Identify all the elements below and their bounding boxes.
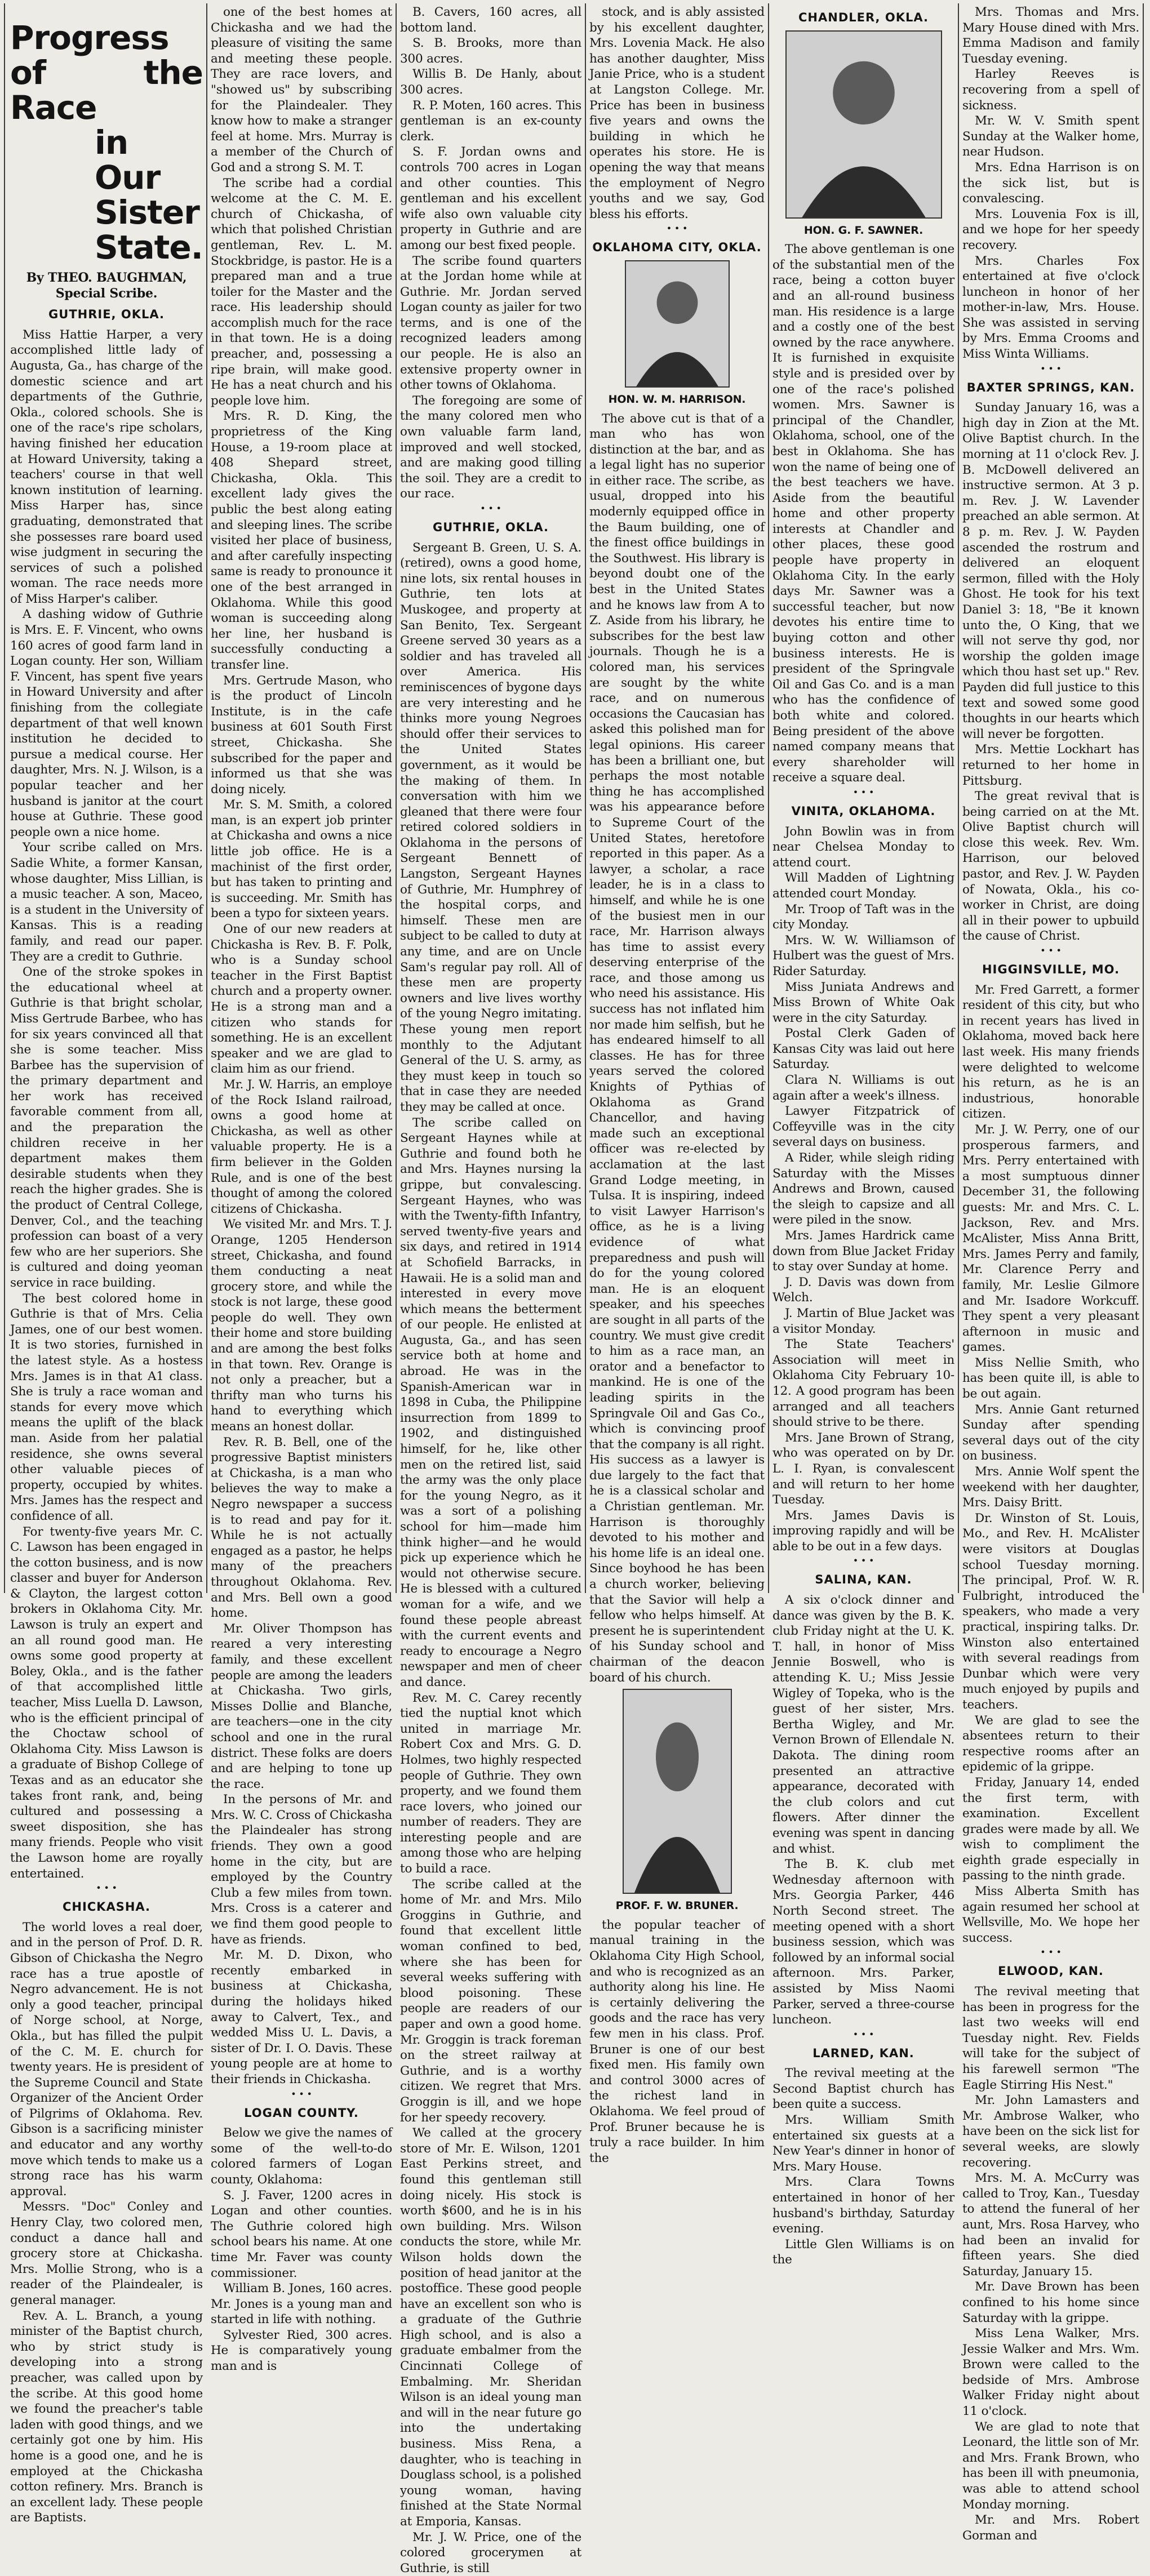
paragraph: The world loves a real doer, and in the person of Prof. D. R. Gibson of Chickasha the Negro race has a true apostle of Negro advancement. He is not only a good teacher, principal of Norge school, at Norge, Okla., but has filled the pulpit of the C. M. E. church for twenty years. He is president of the Supreme Council and State Organizer of the Ancient Order of Pilgrims of Oklahoma. Rev. Gibson is a sacrificing minister and educator and any worthy move which tends to make us a strong race has his warm approval. [10,1920,203,2199]
section-separator: • • • [1040,363,1062,374]
section-dateline: HIGGINSVILLE, MO. [982,963,1120,977]
paragraph: R. P. Moten, 160 acres. This gentleman is an ex-county clerk. [400,98,581,144]
paragraph: Mrs. Mettie Lockhart has returned to her home in Pittsburg. [962,742,1139,788]
column-1 [10,5,203,2525]
column-rule [585,3,586,1593]
section-dateline: VINITA, OKLAHOMA. [791,804,936,818]
column-rule [768,3,769,1593]
section-separator: • • • [1040,945,1062,956]
paragraph: Mrs. Jane Brown of Strang, who was operated on by Dr. L. I. Ryan, is convalescent and will return to her home Tuesday. [772,1430,954,1507]
section-separator: • • • [291,2088,312,2099]
paragraph: Mr. S. M. Smith, a colored man, is an expert job printer at Chickasha and owns a nice little job office. He is a machinist of the first order, but has taken to printing and is succeeding. Mr. Smith has been a typo for sixteen years. [211,798,392,921]
headline-line-1: Progress of the Race [10,19,203,127]
column-3 [400,5,581,2575]
paragraph: The best colored home in Guthrie is that of Mrs. Celia James, one of our best women. It is two stories, furnished in the latest style. As a hostess Mrs. James is in that A1 class. She is truly a race woman and stands for every move which means the uplift of the black man. Aside from her palatial residence, she owns several other valuable pieces of property, occupied by whites. Mrs. James has the respect and confidence of all. [10,1291,203,1523]
headline [10,20,203,265]
section-separator: • • • [1040,1947,1062,1958]
paragraph: The scribe had a cordial welcome at the C. M. E. church of Chickasha, of which that polished Christian gentleman, Rev. L. M. Stockbridge, is pastor. He is a prepared man and a true toiler for the Master and the race. His leadership should accomplish much for the race in that town. He is a doing preacher, and, possessing a ripe brain, will make good. He has a neat church and his people love him. [211,176,392,408]
paragraph: Mrs. James Hardrick came down from Blue Jacket Friday to stay over Sunday at home. [772,1229,954,1274]
section-dateline: SALINA, KAN. [815,1573,912,1587]
paragraph: We called at the grocery store of Mr. E. Wilson, 1201 East Perkins street, and found this gentleman still doing nicely. His stock is worth $600, and he is in his own building. Mrs. Wilson conducts the store, while Mr. Wilson holds down the position of head janitor at the postoffice. These good people have an excellent son who is a graduate of the Guthrie High school, and is also a graduate embalmer from the Cincinnati College of Embalming. Mr. Sheridan Wilson is an ideal young man and will in the near future go into the undertaking business. Miss Rena, a daughter, who is teaching in Douglass school, is a polished young woman, having finished at the State Normal at Emporia, Kansas. [400,2126,581,2529]
paragraph: We visited Mr. and Mrs. T. J. Orange, 1205 Henderson street, Chickasha, and found them conducting a neat grocery store, and while the stock is not large, these good people do well. They own their home and store building and are among the best folks in that town. Rev. Orange is not only a preacher, but a thrifty man who turns his hand to everything which means an honest dollar. [211,1217,392,1434]
section-separator: • • • [666,223,688,234]
portrait-caption: HON. G. F. SAWNER. [803,224,923,237]
paragraph: The scribe called on Sergeant Haynes while at Guthrie and found both he and Mrs. Haynes nursing la grippe, but convalescing. Sergeant Haynes, who was with the Twenty-fifth Infantry, served twenty-five years and six days, and retired in 1914 at Schofield Barracks, in Hawaii. He is a solid man and interested in every move which means the betterment of our people. He enlisted at Augusta, Ga., and has seen service both at home and abroad. He was in the Spanish-American war in 1898 in Cuba, the Philippine insurrection from 1899 to 1902, and distinguished himself, for he, like other men on the retired list, said the army was the only place for the young Negro, as it was a sort of a polishing school for him—made him think higher—and he would pick up experience which he would not otherwise secure. He is blessed with a cultured woman for a wife, and we found these people abreast with the current events and ready to encourage a Negro newspaper and men of cheer and dance. [400,1115,581,1689]
paragraph: Postal Clerk Gaden of Kansas City was laid out here Saturday. [772,1026,954,1072]
column-rule [4,3,5,1593]
paragraph: Sunday January 16, was a high day in Zion at the Mt. Olive Baptist church. In the morning at 11 o'clock Rev. J. B. McDowell delivered an instructive sermon. At 3 p. m. Rev. J. W. Lavender preached an able sermon. At 8 p. m. Rev. J. W. Payden ascended the rostrum and delivered an eloquent sermon, filled with the Holy Ghost. He took for his text Daniel 3: 18, "Be it known unto the, O King, that we will not serve thy god, nor worship the golden image which thou hast set up." Rev. Payden did full justice to this text and sowed some good thoughts in our hearts which will never be forgotten. [962,401,1139,741]
paragraph: Mrs. Louvenia Fox is ill, and we hope for her speedy recovery. [962,207,1139,252]
section-dateline: CHICKASHA. [62,1900,151,1914]
paragraph: the popular teacher of manual training in the Oklahoma City High School, and who is recognized as an authority along his line. He is certainly delivering the goods and the race has very few men in his class. Prof. Bruner is one of our best fixed men. His family own and control 3000 acres of the richest land in Oklahoma. We feel proud of Prof. Bruner because he is truly a race builder. In him the [589,1917,765,2165]
section-dateline: LARNED, KAN. [812,2046,914,2060]
byline: By THEO. BAUGHMAN, Special Scribe. [26,270,187,301]
paragraph: Mr. Oliver Thompson has reared a very interesting family, and these excellent people are among the leaders at Chickasha. Two girls, Misses Dollie and Blanche, are teachers—one in the city school and one in the rural district. These folks are doers and are helping to tone up the race. [211,1621,392,1791]
paragraph: Mr. Dave Brown has been confined to his home since Saturday with la grippe. [962,2280,1139,2325]
column-rule [396,3,397,1593]
section-separator: • • • [480,503,501,514]
section-dateline: BAXTER SPRINGS, KAN. [966,380,1135,394]
paragraph: The above cut is that of a man who has won distinction at the bar, and as a legal light has no superior in either race. The scribe, as usual, dropped into his modernly equipped office in the Baum building, one of the finest office buildings in the Southwest. His library is beyond doubt one of the best in the United States and he knows law from A to Z. Aside from his library, he subscribes for the best law journals. Though he is a colored man, his services are sought by the white race, and on numerous occasions the Caucasian has asked this polished man for legal opinions. His career has been a brilliant one, but perhaps the most notable thing he has accomplished was his appearance before to Supreme Court of the United States, heretofore reported in this paper. As a lawyer, a scholar, a race leader, he is in a class to himself, and while he is one of the busiest men in our race, Mr. Harrison always has time to assist every deserving enterprise of the race, and those among us who need his assistance. His success has not inflated him nor made him selfish, but he has endeared himself to all classes. He has for three years served the colored Knights of Pythias of Oklahoma as Grand Chancellor, and having made such an exceptional officer was re-elected by acclamation at the last Grand Lodge meeting, in Tulsa. It is inspiring, indeed to visit Lawyer Harrison's office, as he is a living evidence of what preparedness and push will do for the young colored man. He is an eloquent speaker, and his speeches are sought in all parts of the country. We must give credit to him as a race man, an orator and a benefactor to mankind. He is one of the leading spirits in the Springvale Oil and Gas Co., which is convincing proof that the company is all right. His success as a lawyer is due largely to the fact that he is a classical scholar and a Christian gentleman. Mr. Harrison is thoroughly devoted to his mother and his home life is an ideal one. Since boyhood he has been a church worker, believing that the Savior will help a fellow who helps himself. At present he is superintendent of his Sunday school and chairman of the deacon board of his church. [589,411,765,1685]
section-separator: • • • [852,786,874,798]
paragraph: A dashing widow of Guthrie is Mrs. E. F. Vincent, who owns 160 acres of good farm land in Logan county. Her son, William F. Vincent, has spent five years in Howard University and after finishing from the collegiate department of that well known institution he decided to pursue a medical course. Her daughter, Mrs. N. J. Wilson, is a popular teacher and her husband is janitor at the court house at Guthrie. These good people own a nice home. [10,607,203,839]
paragraph: The B. K. club met Wednesday afternoon with Mrs. Georgia Parker, 446 North Second street. The meeting opened with a short business session, which was followed by an informal social afternoon. Mrs. Parker, assisted by Miss Naomi Parker, served a three-course luncheon. [772,1857,954,2027]
section-dateline: ELWOOD, KAN. [998,1964,1104,1978]
paragraph: one of the best homes at Chickasha and we had the pleasure of visiting the same and meeting these people. They are race lovers, and "showed us" by subscribing for the Plaindealer. They know how to make a stranger feel at home. Mrs. Murray is a member of the Church of God and a strong S. M. T. [211,5,392,175]
paragraph: Mr. and Mrs. Robert Gorman and [962,2513,1139,2543]
paragraph: Mrs. Gertrude Mason, who is the product of Lincoln Institute, is in the cafe business at 601 South First street, Chickasha. She subscribed for the paper and informed us that she was doing nicely. [211,673,392,797]
section-dateline: CHANDLER, OKLA. [798,11,929,24]
section-dateline: GUTHRIE, OKLA. [48,308,165,322]
column-rule [958,3,959,1593]
paragraph: Mr. Troop of Taft was in the city Monday. [772,902,954,932]
portrait-bruner [623,1689,732,1894]
section-separator: • • • [96,1883,117,1894]
paragraph: Mrs. James Davis is improving rapidly and will be able to be out in a few days. [772,1508,954,1554]
paragraph: Your scribe called on Mrs. Sadie White, a former Kansan, whose daughter, Miss Lillian, is a music teacher. A son, Maceo, is a student in the University of Kansas. This is a reading family, and read our paper. They are a credit to Guthrie. [10,840,203,964]
paragraph: Below we give the names of some of the well-to-do colored farmers of Logan county, Oklahoma: [211,2126,392,2187]
paragraph: Mr. J. W. Price, one of the colored grocerymen at Guthrie, is still [400,2530,581,2575]
column-5 [772,5,954,2267]
paragraph: Miss Alberta Smith has again resumed her school at Wellsville, Mo. We hope her success. [962,1884,1139,1945]
paragraph: Willis B. De Hanly, about 300 acres. [400,67,581,97]
paragraph: Mrs. Annie Gant returned Sunday after spending several days out of the city on business. [962,1402,1139,1463]
paragraph: Mrs. Clara Towns entertained in honor of her husband's birthday, Saturday evening. [772,2175,954,2236]
paragraph: We are glad to note that Leonard, the little son of Mr. and Mrs. Frank Brown, who has been ill with pneumonia, was able to attend school Monday morning. [962,2419,1139,2512]
paragraph: stock, and is ably assisted by his excellent daughter, Mrs. Lovenia Mack. He also has another daughter, Miss Janie Price, who is a student at Langston College. Mr. Price has been in business five years and owns the building in which he operates his store. He is opening the way that means the employment of Negro youths and we say, God bless his efforts. [589,5,765,221]
paragraph: Mr. W. V. Smith spent Sunday at the Walker home, near Hudson. [962,114,1139,159]
headline-line-2: in Our Sister State. [95,123,203,266]
paragraph: Mrs. Edna Harrison is on the sick list, but is convalescing. [962,160,1139,206]
paragraph: Miss Juniata Andrews and Miss Brown of White Oak were in the city Saturday. [772,980,954,1025]
paragraph: Miss Nellie Smith, who has been quite ill, is able to be out again. [962,1355,1139,1402]
paragraph: Mr. J. W. Perry, one of our prosperous farmers, and Mrs. Perry entertained with a most sumptuous dinner December 31, the following guests: Mr. and Mrs. C. L. Jackson, Rev. and Mrs. McAlister, Miss Anna Britt, Mrs. James Perry and family, Mr. Clarence Perry and family, Mr. Leslie Gilmore and Mr. Isadore Workcuff. They spent a very pleasant afternoon in music and games. [962,1122,1139,1355]
section-dateline: OKLAHOMA CITY, OKLA. [592,241,762,255]
paragraph: In the persons of Mr. and Mrs. W. C. Cross of Chickasha the Plaindealer has strong friends. They own a good home in the city, but are employed by the Country Club a few miles from town. Mrs. Cross is a caterer and we find them good people to have as friends. [211,1792,392,1947]
paragraph: Mr. Fred Garrett, a former resident of this city, but who in recent years has lived in Oklahoma, moved back here last week. His many friends were delighted to welcome his return, as he is an industrious, honorable citizen. [962,982,1139,1122]
paragraph: Miss Lena Walker, Mrs. Jessie Walker and Mrs. Wm. Brown were called to the bedside of Mrs. Ambrose Walker Friday night about 11 o'clock. [962,2326,1139,2419]
paragraph: Mrs. Thomas and Mrs. Mary House dined with Mrs. Emma Madison and family Tuesday evening. [962,5,1139,66]
paragraph: Harley Reeves is recovering from a spell of sickness. [962,67,1139,113]
paragraph: One of our new readers at Chickasha is Rev. B. F. Polk, who is a Sunday school teacher in the First Baptist church and a property owner. He is a strong man and a citizen who stands for something. He is an excellent speaker and we are glad to claim him as our friend. [211,922,392,1076]
paragraph: The great revival that is being carried on at the Mt. Olive Baptist church will close this week. Rev. Wm. Harrison, our beloved pastor, and Rev. J. W. Payden of Nowata, Okla., his co-worker in Christ, are doing all in their power to upbuild the cause of Christ. [962,789,1139,944]
paragraph: One of the stroke spokes in the educational wheel at Guthrie is that bright scholar, Miss Gertrude Barbee, who has for six years convinced all that she is some teacher. Miss Barbee has the supervision of the primary department and her work has received favorable comment from all, and the preparation the children receive in her department makes them desirable students when they reach the higher grades. She is the product of Central College, Denver, Col., and the teaching profession can boast of a very few who are her superiors. She is cultured and doing yeoman service in race building. [10,965,203,1290]
paragraph: Mrs. Charles Fox entertained at five o'clock luncheon in honor of her mother-in-law, Mrs. House. She was assisted in serving by Mrs. Emma Crooms and Miss Winta Williams. [962,253,1139,362]
paragraph: B. Cavers, 160 acres, all bottom land. [400,5,581,35]
paragraph: Mrs. William Smith entertained six guests at a New Year's dinner in honor of Mrs. Mary House. [772,2113,954,2174]
paragraph: S. B. Brooks, more than 300 acres. [400,36,581,66]
section-dateline: GUTHRIE, OKLA. [433,520,549,534]
paragraph: Sylvester Ried, 300 acres. He is comparatively young man and is [211,2328,392,2374]
portrait-harrison [625,260,730,388]
paragraph: Mrs. Annie Wolf spent the weekend with her daughter, Mrs. Daisy Britt. [962,1465,1139,1510]
paragraph: John Bowlin was in from near Chelsea Monday to attend court. [772,824,954,870]
paragraph: Sergeant B. Green, U. S. A. (retired), owns a good home, nine lots, six rental houses in Guthrie, ten lots at Muskogee, and property at San Benito, Tex. Sergeant Greene served 30 years as a soldier and has traveled all over America. His reminiscences of bygone days are very interesting and he thinks more young Negroes should offer their services to the United States government, as it would be the making of them. In conversation with him we gleaned that there were four retired colored soldiers in Oklahoma in the persons of Sergeant Bennett of Langston, Sergeant Haynes of Guthrie, Mr. Humphrey of the hospital corps, and himself. These men are subject to be called to duty at any time, and are on Uncle Sam's regular pay roll. All of these men are property owners and live lives worthy of the young Negro imitating. These young men report monthly to the Adjutant General of the U. S. army, as they must keep in touch so that in case they are needed they may be called at once. [400,540,581,1114]
paragraph: Mrs. W. W. Williamson of Hulbert was the guest of Mrs. Rider Saturday. [772,933,954,978]
paragraph: The scribe called at the home of Mr. and Mrs. Milo Groggins in Guthrie, and found that excellent little woman confined to bed, where she has been for several weeks suffering with blood poisoning. These people are readers of our paper and own a good home. Mr. Groggin is track foreman on the street railway at Guthrie, and is a worthy citizen. We regret that Mrs. Groggin is ill, and we hope for her speedy recovery. [400,1877,581,2125]
paragraph: A six o'clock dinner and dance was given by the B. K. club Friday night at the U. K. T. hall, in honor of Miss Jennie Boswell, who is attending K. U.; Miss Jessie Wigley of Topeka, who is the guest of her sister, Mrs. Bertha Wigley, and Mr. Vernon Brown of Ellendale N. Dakota. The dining room presented an attractive appearance, decorated with the club colors and cut flowers. After dinner the evening was spent in dancing and whist. [772,1593,954,1856]
paragraph: Mrs. M. A. McCurry was called to Troy, Kan., Tuesday to attend the funeral of her aunt, Mrs. Rosa Harvey, who had been an invalid for fifteen years. She died Saturday, January 15. [962,2171,1139,2279]
paragraph: J. D. Davis was down from Welch. [772,1275,954,1305]
paragraph: Rev. A. L. Branch, a young minister of the Baptist church, who by strict study is developing into a strong preacher, was called upon by the scribe. At this good home we found the preacher's table laden with good things, and we certainly got one by him. His home is a good one, and he is employed at the Chickasha cotton refinery. Mrs. Branch is an excellent lady. These people are Baptists. [10,2308,203,2525]
paragraph: Miss Hattie Harper, a very accomplished little lady of Augusta, Ga., has charge of the domestic science and art departments of the Guthrie, Okla., colored schools. She is one of the race's ripe scholars, having finished her education at Howard University, taking a teachers' course in that well known institution of learning. Miss Harper has, since graduating, demonstrated that she possesses rare board used wise judgment in securing the services of such a polished woman. The race needs more of Miss Harper's caliber. [10,327,203,606]
column-2 [211,5,392,2374]
section-dateline: LOGAN COUNTY. [244,2106,359,2120]
paragraph: For twenty-five years Mr. C. C. Lawson has been engaged in the cotton business, and is now classer and buyer for Anderson & Clayton, the largest cotton brokers in Oklahoma City. Mr. Lawson is truly an expert and an all round good man. He owns some good property at Boley, Okla., and is the father of that accomplished little teacher, Miss Luella D. Lawson, who is the efficient principal of the Choctaw school of Oklahoma City. Miss Lawson is a graduate of Bishop College of Texas and as an educator she takes front rank, and, being cultured and possessing a sweet disposition, she has many friends. People who visit the Lawson home are royally entertained. [10,1524,203,1881]
paragraph: The above gentleman is one of the substantial men of the race, being a cotton buyer and an all-round business man. His residence is a large and a costly one of the best owned by the race anywhere. It is furnished in exquisite style and is presided over by one of the race's polished women. Mrs. Sawner is principal of the Chandler, Oklahoma, school, one of the best in Oklahoma. She has won the name of being one of the best teachers we have. Aside from the beautiful home and other property interests at Chandler and other places, these good people have property in Oklahoma City. In the early days Mr. Sawner was a successful teacher, but now devotes his entire time to buying cotton and other business interests. He is president of the Springvale Oil and Gas Co. and is a man who has the confidence of both white and colored. Being president of the above named company means that every shareholder will receive a square deal. [772,242,954,785]
paragraph: Mr. John Lamasters and Mr. Ambrose Walker, who have been on the sick list for several weeks, are slowly recovering. [962,2093,1139,2170]
paragraph: The State Teachers' Association will meet in Oklahoma City February 10-12. A good program has been arranged and all teachers should strive to be there. [772,1337,954,1430]
paragraph: The revival meeting that has been in progress for the last two weeks will end Tuesday night. Rev. Fields will take for the subject of his farewell sermon "The Eagle Stirring His Nest." [962,1985,1139,2092]
paragraph: We are glad to see the absentees return to their respective rooms after an epidemic of la grippe. [962,1713,1139,1774]
paragraph: S. F. Jordan owns and controls 700 acres in Logan and other counties. This gentleman and his excellent wife also own valuable city property in Guthrie and are among our best fixed people. [400,145,581,252]
paragraph: S. J. Faver, 1200 acres in Logan and other counties. The Guthrie colored high school bears his name. At one time Mr. Faver was county commissioner. [211,2188,392,2280]
paragraph: Messrs. "Doc" Conley and Henry Clay, two colored men, conduct a dance hall and grocery store at Chickasha. Mrs. Mollie Strong, who is a reader of the Plaindealer, is general manager. [10,2200,203,2307]
paragraph: Friday, January 14, ended the first term, with examination. Excellent grades were made by all. We wish to compliment the eighth grade especially in passing to the ninth grade. [962,1775,1139,1883]
paragraph: Mr. M. D. Dixon, who recently embarked in business at Chickasha, during the holidays hiked away to Calvert, Tex., and wedded Miss U. L. Davis, a sister of Dr. I. O. Davis. These young people are at home to their friends in Chickasha. [211,1948,392,2086]
portrait-caption: PROF. F. W. BRUNER. [615,1899,739,1912]
paragraph: Dr. Winston of St. Louis, Mo., and Rev. H. McAlister were visitors at Douglas school Tuesday morning. The principal, Prof. W. R. Fulbright, introduced the speakers, who made a very practical, inspiring talks. Dr. Winston also entertained with several readings from Dunbar which were very much enjoyed by pupils and teachers. [962,1511,1139,1712]
column-4 [589,5,765,2165]
section-separator: • • • [852,1555,874,1567]
section-separator: • • • [852,2028,874,2040]
paragraph: William B. Jones, 160 acres. Mr. Jones is a young man and started in life with nothing. [211,2281,392,2327]
paragraph: Lawyer Fitzpatrick of Coffeyville was in the city several days on business. [772,1104,954,1150]
column-rule [1143,3,1144,1593]
paragraph: A Rider, while sleigh riding Saturday with the Misses Andrews and Brown, caused the sleigh to capsize and all were piled in the snow. [772,1151,954,1227]
paragraph: Rev. M. C. Carey recently tied the nuptial knot which united in marriage Mr. Robert Cox and Mrs. G. D. Holmes, two highly respected people of Guthrie. They own property, and we found them race lovers, who joined our number of readers. They are interesting people and are among those who are helping to build a race. [400,1690,581,1876]
paragraph: Mrs. R. D. King, the proprietress of the King House, a 19-room place at 408 Shepard street, Chickasha, Okla. This excellent lady gives the public the best along eating and sleeping lines. The scribe visited her place of business, and after carefully inspecting same is ready to pronounce it one of the best arranged in Oklahoma. While this good woman is succeeding along her line, her husband is successfully conducting a transfer line. [211,409,392,672]
column-6 [962,5,1139,2543]
portrait-caption: HON. W. M. HARRISON. [608,393,746,406]
paragraph: Clara N. Williams is out again after a week's illness. [772,1073,954,1103]
paragraph: The scribe found quarters at the Jordan home while at Guthrie. Mr. Jordan served Logan county as jailer for two terms, and is one of the recognized leaders among our people. He is also an extensive property owner in other towns of Oklahoma. [400,253,581,393]
paragraph: Will Madden of Lightning attended court Monday. [772,871,954,901]
paragraph: Mr. J. W. Harris, an employe of the Rock Island railroad, owns a good home at Chickasha, as well as other valuable property. He is a firm believer in the Golden Rule, and is one of the best thought of among the colored citizens of Chickasha. [211,1077,392,1216]
paragraph: The foregoing are some of the many colored men who own valuable farm land, improved and well stocked, and are making good tilling the soil. They are a credit to our race. [400,393,581,501]
paragraph: J. Martin of Blue Jacket was a visitor Monday. [772,1306,954,1336]
column-rule [206,3,207,1593]
paragraph: The revival meeting at the Second Baptist church has been quite a success. [772,2066,954,2112]
paragraph: Rev. R. B. Bell, one of the progressive Baptist ministers at Chickasha, is a man who believes the way to make a Negro newspaper a success is to read and pay for it. While he is not actually engaged as a pastor, he helps many of the preachers throughout Oklahoma. Rev. and Mrs. Bell own a good home. [211,1435,392,1621]
portrait-sawner [785,30,942,219]
paragraph: Little Glen Williams is on the [772,2237,954,2267]
